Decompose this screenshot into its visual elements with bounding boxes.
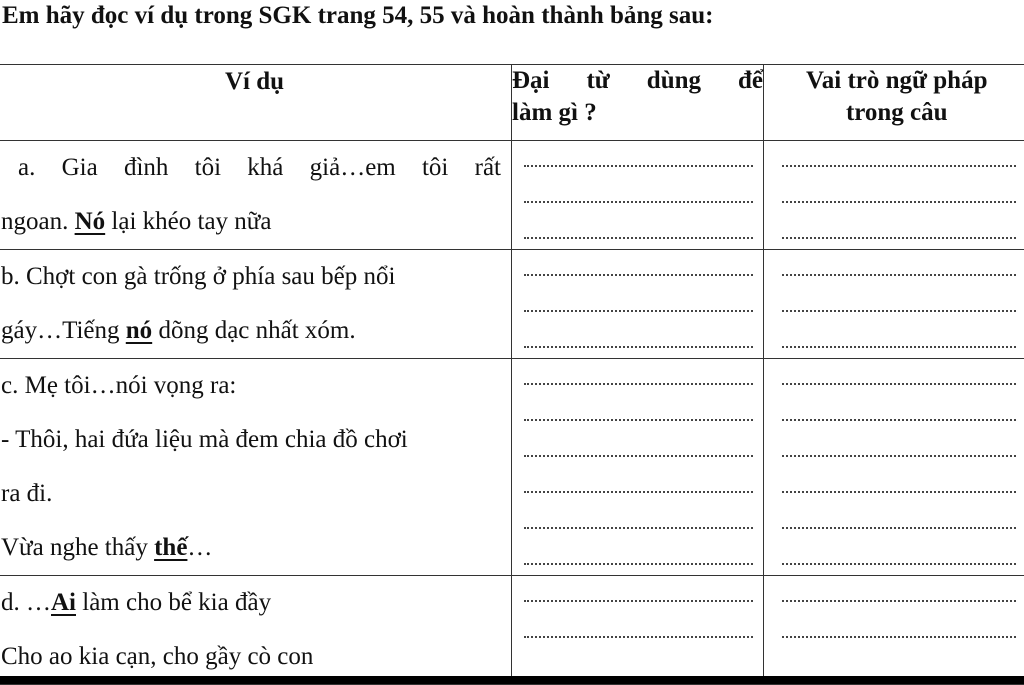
example-cell-b — [0, 250, 512, 359]
example-text: Vừa nghe thấy — [1, 534, 154, 561]
example-cell-a — [0, 141, 512, 250]
answer-cell-use-c[interactable] — [512, 359, 764, 576]
example-line — [0, 304, 511, 358]
header-pronoun-use — [512, 65, 764, 141]
dotted-answer-line[interactable] — [512, 539, 763, 575]
example-line: b. Chợt con gà trống ở phía sau bếp nổi — [0, 250, 511, 304]
dotted-answer-line[interactable] — [512, 431, 763, 467]
dotted-answer-line[interactable] — [512, 612, 763, 648]
dotted-answer-line[interactable] — [512, 177, 763, 213]
header-grammar-role-line2: trong câu — [764, 97, 1024, 129]
dotted-answer-line[interactable] — [512, 467, 763, 503]
dotted-answer-line[interactable] — [764, 612, 1024, 648]
example-line: - Thôi, hai đứa liệu mà đem chia đồ chơi — [0, 413, 511, 467]
header-pronoun-use-line1: Đại từ dùng để — [512, 65, 763, 97]
dotted-answer-line[interactable] — [764, 286, 1024, 322]
table-row — [0, 141, 1024, 250]
dotted-answer-line[interactable] — [764, 503, 1024, 539]
dotted-answer-line[interactable] — [764, 359, 1024, 395]
pronoun-highlight: thế — [154, 534, 187, 561]
answer-cell-use-a[interactable] — [512, 141, 764, 250]
bottom-border-bar — [0, 676, 1024, 684]
table-row — [0, 359, 1024, 576]
dotted-answer-line[interactable] — [764, 431, 1024, 467]
header-grammar-role-line1: Vai trò ngữ pháp — [764, 65, 1024, 97]
dotted-answer-line[interactable] — [512, 503, 763, 539]
answer-cell-role-a[interactable] — [764, 141, 1024, 250]
example-text: ngoan. — [1, 208, 75, 235]
dotted-answer-line[interactable] — [764, 322, 1024, 358]
pronoun-highlight: Nó — [75, 208, 106, 235]
table-row — [0, 250, 1024, 359]
answer-cell-role-c[interactable] — [764, 359, 1024, 576]
dotted-answer-line[interactable] — [764, 395, 1024, 431]
answer-cell-role-b[interactable] — [764, 250, 1024, 359]
example-text: d. … — [1, 589, 51, 616]
dotted-answer-line[interactable] — [764, 213, 1024, 249]
answer-cell-use-d[interactable] — [512, 576, 764, 685]
pronoun-highlight: nó — [126, 317, 152, 344]
dotted-answer-line[interactable] — [512, 286, 763, 322]
example-line: c. Mẹ tôi…nói vọng ra: — [0, 359, 511, 413]
dotted-answer-line[interactable] — [512, 395, 763, 431]
table-row — [0, 576, 1024, 685]
answer-cell-role-d[interactable] — [764, 576, 1024, 685]
example-text: dõng dạc nhất xóm. — [152, 317, 355, 344]
example-cell-c — [0, 359, 512, 576]
example-text: gáy…Tiếng — [1, 317, 126, 344]
example-line: a. Gia đình tôi khá giả…em tôi rất — [0, 141, 511, 195]
dotted-answer-line[interactable] — [764, 576, 1024, 612]
example-line — [0, 576, 511, 630]
example-cell-d — [0, 576, 512, 685]
pronoun-highlight: Ai — [51, 589, 76, 616]
dotted-answer-line[interactable] — [764, 177, 1024, 213]
dotted-answer-line[interactable] — [764, 250, 1024, 286]
dotted-answer-line[interactable] — [512, 250, 763, 286]
example-text: … — [187, 534, 212, 561]
worksheet-title: Em hãy đọc ví dụ trong SGK trang 54, 55 và hoàn thành bảng sau: — [2, 2, 714, 30]
dotted-answer-line[interactable] — [764, 141, 1024, 177]
example-line — [0, 521, 511, 575]
example-text: làm cho bể kia đầy — [76, 589, 271, 616]
dotted-answer-line[interactable] — [512, 359, 763, 395]
example-line: Cho ao kia cạn, cho gầy cò con — [0, 630, 511, 684]
pronoun-table — [0, 64, 1024, 685]
dotted-answer-line[interactable] — [512, 141, 763, 177]
dotted-answer-line[interactable] — [764, 467, 1024, 503]
answer-cell-use-b[interactable] — [512, 250, 764, 359]
dotted-answer-line[interactable] — [512, 213, 763, 249]
table-header-row — [0, 65, 1024, 141]
example-line — [0, 195, 511, 249]
header-pronoun-use-line2: làm gì ? — [512, 97, 763, 129]
header-example: Ví dụ — [0, 65, 512, 141]
dotted-answer-line[interactable] — [512, 576, 763, 612]
example-line: ra đi. — [0, 467, 511, 521]
dotted-answer-line[interactable] — [512, 322, 763, 358]
dotted-answer-line[interactable] — [764, 539, 1024, 575]
example-text: lại khéo tay nữa — [105, 208, 271, 235]
header-grammar-role — [764, 65, 1024, 141]
